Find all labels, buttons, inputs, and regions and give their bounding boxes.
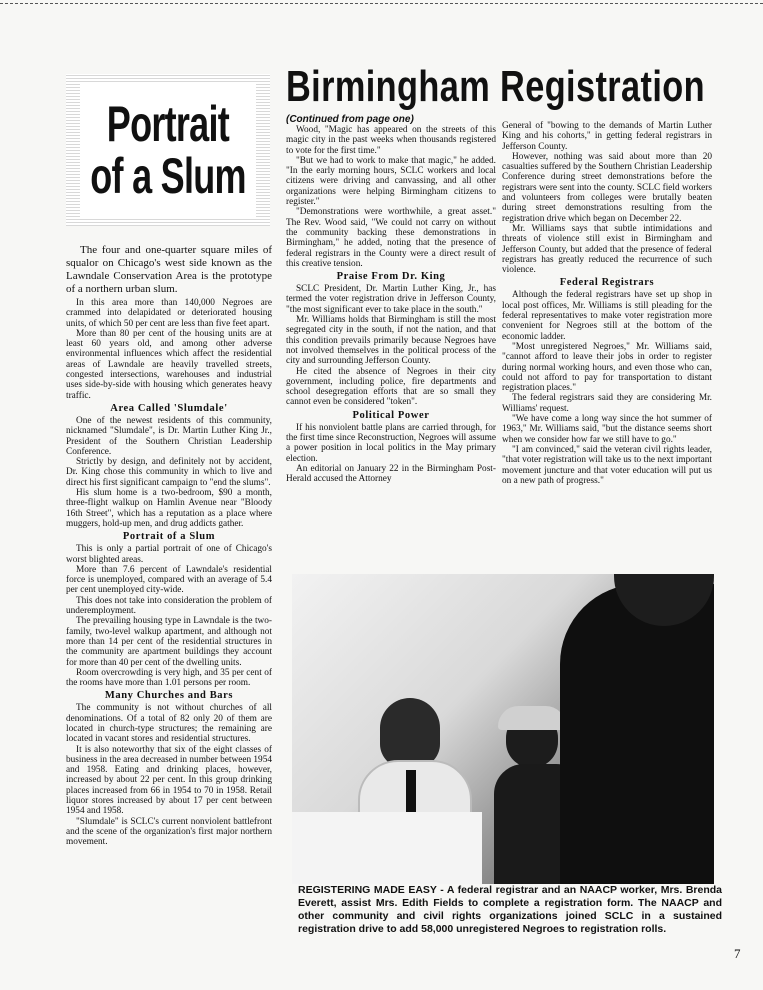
photo-caption: REGISTERING MADE EASY - A federal registrar and an NAACP worker, Mrs. Brenda Everett, assist Mrs. Edith Fields to complete a registration form. The NAACP and other community and civil rights organizations joined SCLC in a sustained registration drive to add 58,000 unregistered Negroes to registration rolls.: [298, 884, 722, 935]
sidebar-paragraph: "Slumdale" is SCLC's current nonviolent battlefront and the scene of the organization's first major northern movement.: [66, 816, 272, 848]
sidebar-paragraph: In this area more than 140,000 Negroes are crammed into delapidated or deteriorated housing units, of which 50 per cent are less than five feet apart.: [66, 298, 272, 329]
photo-figure-registrar: [380, 698, 440, 768]
sidebar-paragraph: His slum home is a two-bedroom, $90 a month, three-flight walkup on Hamlin Avenue near "Bloody 16th Street", which has a reputation as a place where muggers, hold-up men, and drug addicts gather.: [66, 488, 272, 529]
sidebar-lead-paragraph: The four and one-quarter square miles of squalor on Chicago's west side known as the Lawndale Conservation Area is the prototype of a northern urban slum.: [66, 244, 272, 295]
sidebar-paragraph: It is also noteworthy that six of the eight classes of business in the area decreased in number between 1954 and 1958. Eating and drinking places, however, increased by about 22 per cent. In this group drinking places increased from 66 in 1954 to 70 in 1958. Retail liquor stores increased by about 17 per cent between 1954 and 1958.: [66, 744, 272, 817]
continued-note: (Continued from page one): [286, 114, 414, 125]
photo-table: [292, 812, 482, 884]
article-col1-paragraph: Mr. Williams holds that Birmingham is still the most segregated city in the south, if not the nation, and that this condition prevails primarily because Negroes have not involved themselves in the political process of the city and surrounding Jefferson County.: [286, 315, 496, 367]
article-headline: Birmingham Registration: [286, 62, 705, 111]
sidebar-subhead: Portrait of a Slum: [122, 531, 216, 543]
article-col2-paragraph: Although the federal registrars have set up shop in local post offices, Mr. Williams is still pleading for the federal representatives to make voter registration more convenient for Negroes still at the bottom of the economic ladder.: [502, 290, 712, 342]
sidebar-paragraph: One of the newest residents of this community, nicknamed "Slumdale", is Dr. Martin Luther King Jr., President of the Southern Christian Leadership Conference.: [66, 415, 272, 457]
article-col2-paragraph: "I am convinced," said the veteran civil rights leader, "that voter registration will take us to the next important movement juncture and that voter education will put us on a new path of progress.": [502, 444, 712, 486]
sidebar-paragraph: The prevailing housing type in Lawndale is the two-family, two-level walkup apartment, and although not more than 14 per cent of the residential structures in the community are apartment buildings they account for more than 40 per cent of the dwelling units.: [66, 616, 272, 668]
photo-figure-standing: [560, 584, 714, 884]
article-col2-paragraph: General of "bowing to the demands of Martin Luther King and his cohorts," in getting federal registrars in Jefferson County.: [502, 121, 712, 152]
sidebar-kicker-line-1: Portrait: [106, 96, 230, 152]
article-col1-paragraph: He cited the absence of Negroes in their city government, including police, fire departments and school desegregation efforts that are so small they cannot even be considered "token".: [286, 366, 496, 408]
sidebar-kicker: [80, 82, 256, 218]
sidebar-column: [66, 244, 272, 944]
sidebar-subhead: Area Called 'Slumdale': [110, 402, 228, 414]
article-column-1: [286, 125, 496, 573]
article-col1-paragraph: If his nonviolent battle plans are carried through, for the first time since Reconstruction, Negroes will assume a power position in local politics in the May primary election.: [286, 422, 496, 464]
sidebar-paragraph: More than 7.6 percent of Lawndale's residential force is unemployed, compared with an average of 5.4 per cent unemployed city-wide.: [66, 564, 272, 596]
registration-photo: [292, 574, 714, 884]
page-top-rule: [0, 3, 763, 4]
article-col2-subhead: Federal Registrars: [559, 277, 655, 289]
article-column-1-body: [286, 125, 496, 485]
article-col1-subhead: Political Power: [352, 409, 430, 421]
article-col1-paragraph: SCLC President, Dr. Martin Luther King, Jr., has termed the voter registration drive in Jefferson County, "the most significant ever to take place in the south.": [286, 284, 496, 315]
article-col2-paragraph: However, nothing was said about more than 20 casualties suffered by the Southern Christian Leadership Conference during street demonstrations before the registrars were sent into the county. SCLC field workers and volunteers from colleges were brutally beaten during street demonstrations resulting from the registration drive which began on December 22.: [502, 151, 712, 224]
sidebar-paragraph: More than 80 per cent of the housing units are at least 60 years old, and among other adverse environmental influences which affect the residential areas of Lawndale are heavily travelled streets, congested intersections, warehouses and industrial uses side-by-side with housing which generates heavy traffic.: [66, 328, 272, 401]
page-number: 7: [734, 946, 741, 961]
sidebar-body: [66, 298, 272, 848]
article-col1-paragraph: "Demonstrations were worthwhile, a great asset." The Rev. Wood said, "We could not carry on without the community backing these demonstrations in Birmingham," he added, noting that the presence of federal registrars in the County were a direct result of this creative tension.: [286, 207, 496, 269]
article-col1-paragraph: Wood, "Magic has appeared on the streets of this magic city in the past weeks when thousands registered to vote for the first time.": [286, 125, 496, 156]
article-col2-paragraph: Mr. Williams says that subtle intimidations and threats of violence still exist in Birmingham and Jefferson County, but added that the presence of federal registrars has greatly reduced the recurrence of such violence.: [502, 223, 712, 276]
article-col1-paragraph: "But we had to work to make that magic," he added. "In the early morning hours, SCLC workers and local citizens were driving and canvassing, and all other organizations were helping Birmingham citizens to register.": [286, 155, 496, 208]
sidebar-paragraph: This is only a partial portrait of one of Chicago's worst blighted areas.: [66, 544, 272, 565]
sidebar-paragraph: The community is not without churches of all denominations. Of a total of 82 only 20 of them are located in church-type structures; the remaining are located in vacant stores and residential structures.: [66, 703, 272, 745]
sidebar-subhead: Many Churches and Bars: [104, 690, 234, 702]
article-col1-subhead: Praise From Dr. King: [336, 271, 446, 283]
article-column-2: [502, 121, 712, 579]
article-col2-paragraph: "We have come a long way since the hot summer of 1963," Mr. Williams said, "but the distance seems short when we consider how far we still have to go.": [502, 414, 712, 445]
article-col1-paragraph: An editorial on January 22 in the Birmingham Post-Herald accused the Attorney: [286, 463, 496, 485]
sidebar-paragraph: Strictly by design, and definitely not by accident, Dr. King chose this community in which to live and direct his first significant campaign to "end the slums".: [66, 457, 272, 488]
article-col2-paragraph: "Most unregistered Negroes," Mr. Williams said, "cannot afford to leave their jobs in order to register during normal working hours, and even those who can, could not afford to pay for transportation to distant registration places.": [502, 341, 712, 394]
sidebar-kicker-box: [66, 74, 270, 226]
photo-figure-applicant-hat: [498, 706, 566, 730]
sidebar-kicker-line-2: of a Slum: [90, 148, 246, 204]
article-column-2-body: [502, 121, 712, 486]
sidebar-paragraph: Room overcrowding is very high, and 35 per cent of the rooms have more than 1.01 persons per room.: [66, 667, 272, 689]
sidebar-paragraph: This does not take into consideration the problem of underemployment.: [66, 595, 272, 617]
article-col2-paragraph: The federal registrars said they are considering Mr. Williams' request.: [502, 393, 712, 414]
